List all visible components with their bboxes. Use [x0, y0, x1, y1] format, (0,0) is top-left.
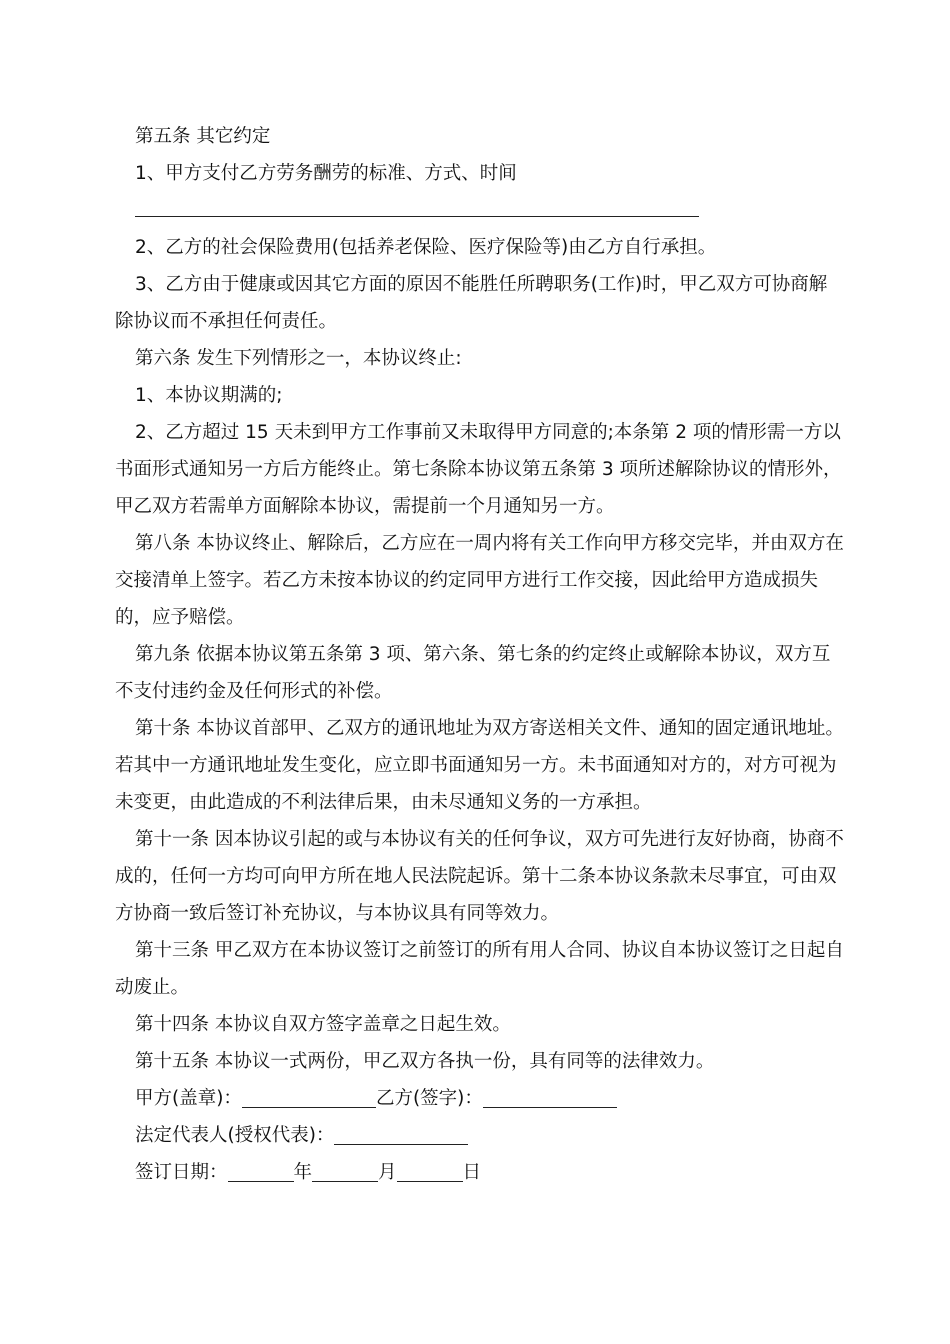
- article-13: 第十三条 甲乙双方在本协议签订之前签订的所有用人合同、协议自本协议签订之日起自动废止。: [115, 940, 844, 998]
- month-blank: [312, 1161, 378, 1182]
- legal-rep-blank: [334, 1124, 468, 1145]
- signature-parties: [115, 1080, 845, 1117]
- signature-date: [115, 1154, 845, 1191]
- article-15: 第十五条 本协议一式两份，甲乙双方各执一份，具有同等的法律效力。: [135, 1051, 715, 1072]
- article-11: 第十一条 因本协议引起的或与本协议有关的任何争议，双方可先进行友好协商，协商不成的，任何一方均可向甲方所在地人民法院起诉。第十二条本协议条款未尽事宜，可由双方协商一致后签订补充协议，与本协议具有同等效力。: [115, 829, 844, 924]
- article-9: 第九条 依据本协议第五条第 3 项、第六条、第七条的约定终止或解除本协议，双方互不支付违约金及任何形式的补偿。: [115, 644, 831, 702]
- document-page: [115, 118, 845, 1191]
- day-label: 日: [462, 1162, 482, 1183]
- party-a-label: 甲方(盖章)：: [135, 1088, 242, 1109]
- payment-terms-blank: [115, 192, 845, 229]
- article-6-item-2: 2、乙方超过 15 天未到甲方工作事前又未取得甲方同意的;本条第 2 项的情形需一方以书面形式通知另一方后方能终止。第七条除本协议第五条第 3 项所述解除协议的情形外，甲乙双方若需单方面解除本协议，需提前一个月通知另一方。: [115, 422, 842, 517]
- signature-legal-rep: [115, 1117, 845, 1154]
- party-a-blank: [242, 1087, 376, 1108]
- year-label: 年: [293, 1162, 313, 1183]
- month-label: 月: [378, 1162, 397, 1183]
- article-5-item-2: 2、乙方的社会保险费用(包括养老保险、医疗保险等)由乙方自行承担。: [135, 237, 717, 258]
- article-6-heading: 第六条 发生下列情形之一，本协议终止:: [135, 348, 462, 369]
- article-10: 第十条 本协议首部甲、乙双方的通讯地址为双方寄送相关文件、通知的固定通讯地址。若其中一方通讯地址发生变化，应立即书面通知另一方。未书面通知对方的，对方可视为未变更，由此造成的不利法律后果，由未尽通知义务的一方承担。: [115, 718, 844, 813]
- article-5-item-1: 1、甲方支付乙方劳务酬劳的标准、方式、时间: [135, 163, 517, 184]
- date-label: 签订日期：: [135, 1162, 228, 1183]
- legal-rep-label: 法定代表人(授权代表)：: [135, 1125, 335, 1146]
- party-b-blank: [483, 1087, 617, 1108]
- article-14: 第十四条 本协议自双方签字盖章之日起生效。: [135, 1014, 511, 1035]
- article-5-heading: 第五条 其它约定: [135, 126, 271, 147]
- article-6-item-1: 1、本协议期满的;: [135, 385, 283, 406]
- year-blank: [228, 1161, 294, 1182]
- article-5-item-3: 3、乙方由于健康或因其它方面的原因不能胜任所聘职务(工作)时，甲乙双方可协商解除协议而不承担任何责任。: [115, 274, 828, 332]
- day-blank: [397, 1161, 463, 1182]
- party-b-label: 乙方(签字)：: [375, 1088, 483, 1109]
- article-8: 第八条 本协议终止、解除后，乙方应在一周内将有关工作向甲方移交完毕，并由双方在交接清单上签字。若乙方未按本协议的约定同甲方进行工作交接，因此给甲方造成损失的，应予赔偿。: [115, 533, 844, 628]
